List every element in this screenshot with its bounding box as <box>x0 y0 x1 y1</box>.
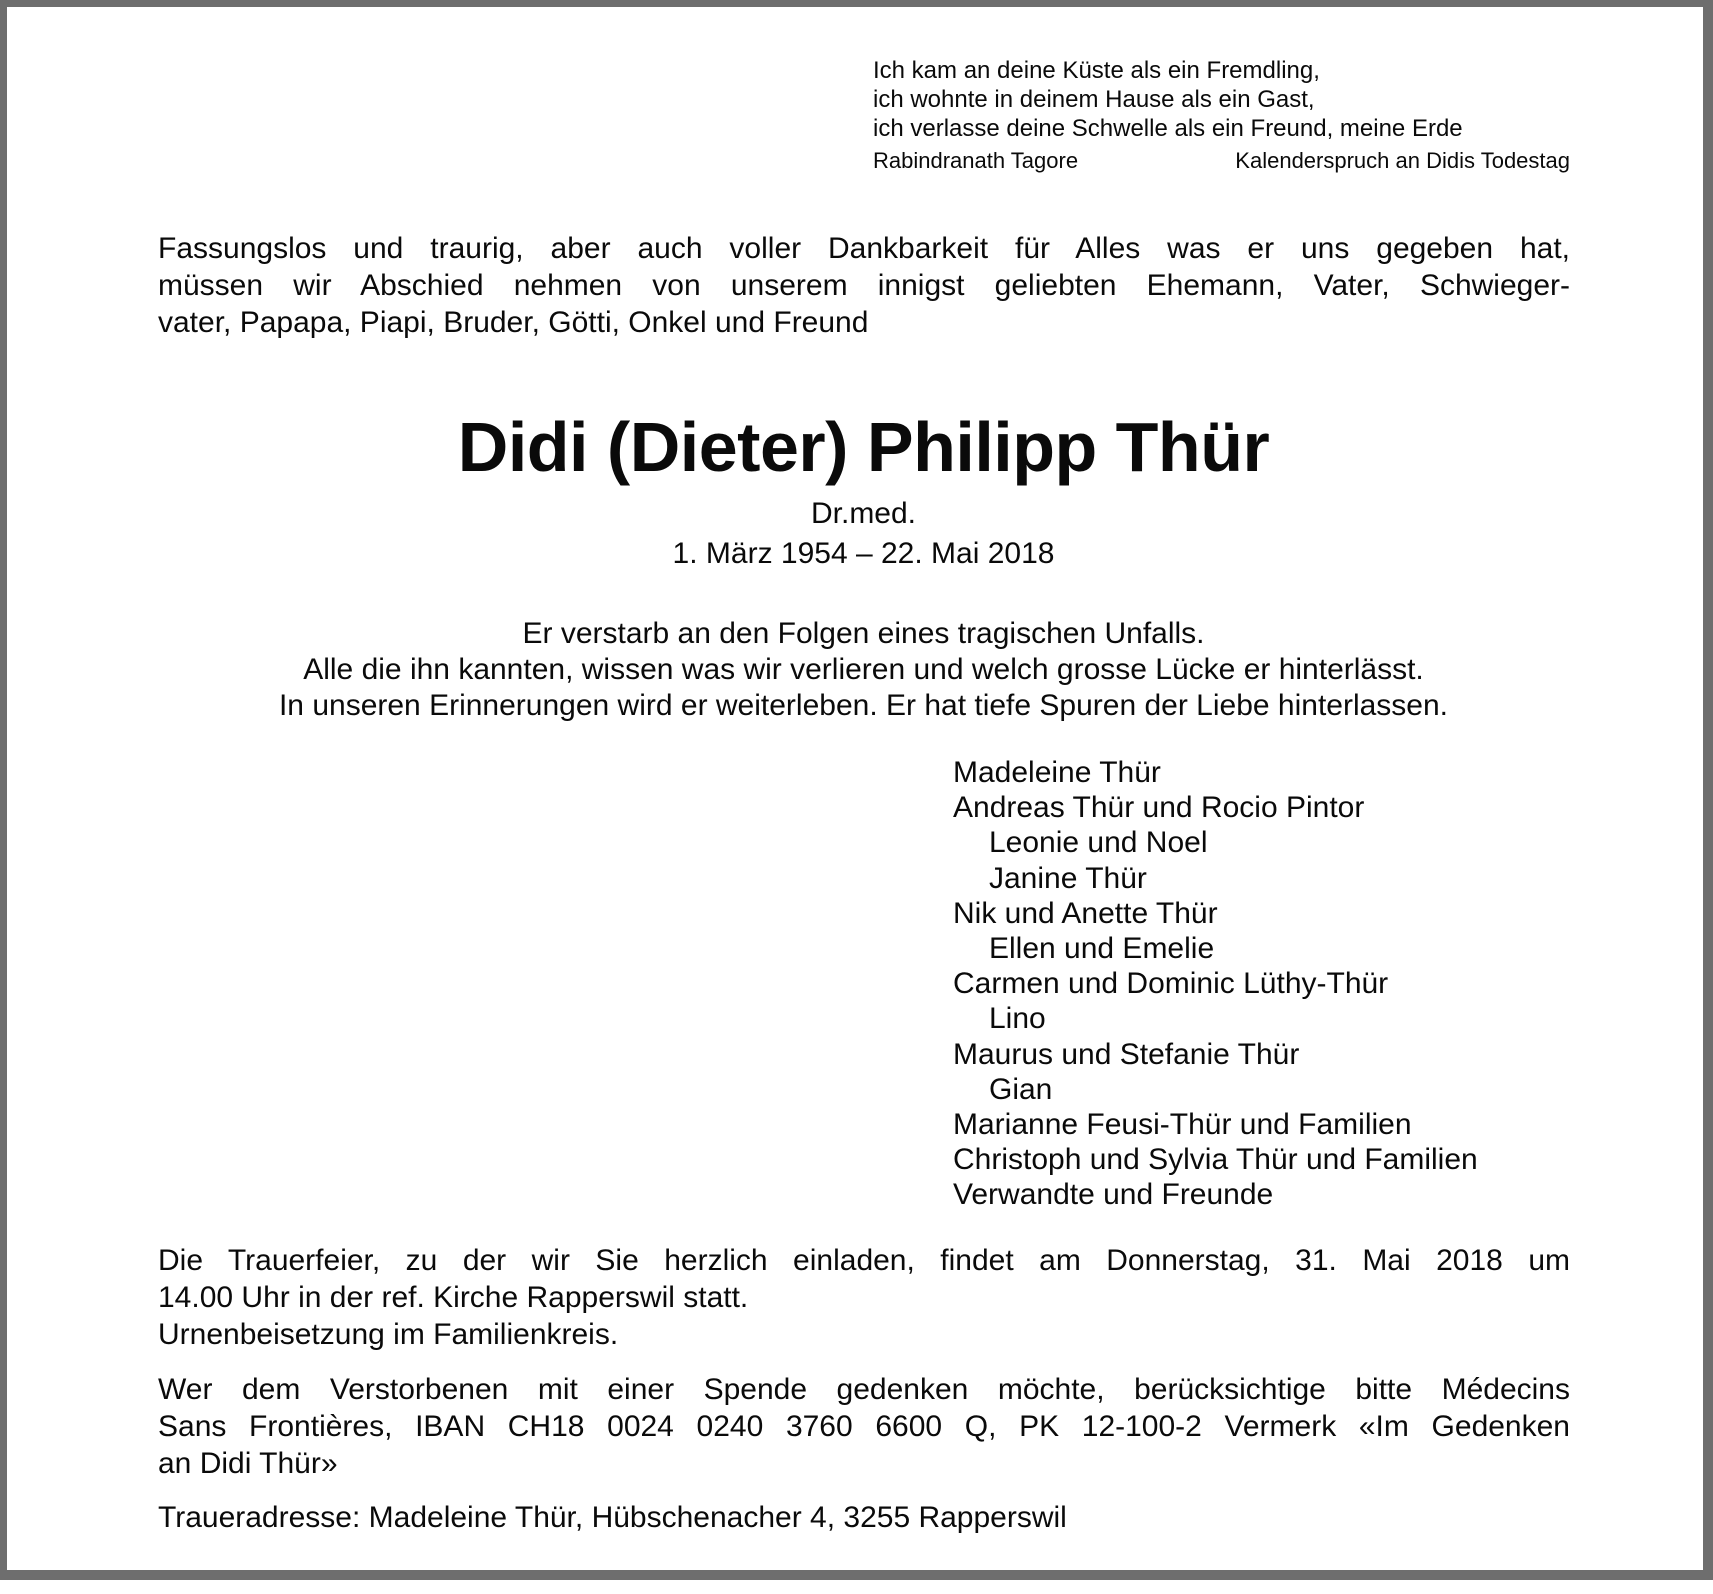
mourner-entry: Madeleine Thür <box>953 756 1161 789</box>
quote-line: ich verlasse deine Schwelle als ein Freund, meine Erde <box>873 115 1463 142</box>
deceased-name: Didi (Dieter) Philipp Thür <box>457 408 1270 486</box>
quote-author: Rabindranath Tagore <box>873 148 1079 173</box>
intro-line: Fassungslos und traurig, aber auch voller Dankbarkeit für Alles was er uns gegeben hat, <box>158 232 1570 265</box>
mourners-list <box>953 755 1593 1213</box>
ceremony-line: Die Trauerfeier, zu der wir Sie herzlich einladen, findet am Donnerstag, 31. Mai 2018 um <box>158 1244 1570 1277</box>
mourner-entry: Carmen und Dominic Lüthy-Thür <box>953 967 1389 1001</box>
mourner-entry: Ellen und Emelie <box>989 932 1215 966</box>
deceased-dates: 1. März 1954 – 22. Mai 2018 <box>672 537 1055 570</box>
mourner-entry: Christoph und Sylvia Thür und Familien <box>953 1143 1478 1177</box>
ceremony-line: 14.00 Uhr in der ref. Kirche Rapperswil statt. <box>158 1281 749 1314</box>
quote-attribution <box>873 147 1570 175</box>
donation-line: Wer dem Verstorbenen mit einer Spende gedenken möchte, berücksichtige bitte Médecins <box>158 1373 1570 1406</box>
message-line: Alle die ihn kannten, wissen was wir verlieren und welch grosse Lücke er hinterlässt. <box>303 653 1424 686</box>
ceremony-paragraph <box>158 1242 1570 1353</box>
message-line: Er verstarb an den Folgen eines tragischen Unfalls. <box>522 617 1205 650</box>
intro-line: vater, Papapa, Piapi, Bruder, Götti, Onkel und Freund <box>158 306 869 339</box>
mourner-entry: Nik und Anette Thür <box>953 896 1218 930</box>
mourner-entry: Leonie und Noel <box>989 826 1208 860</box>
message-line: In unseren Erinnerungen wird er weiterleben. Er hat tiefe Spuren der Liebe hinterlassen. <box>278 689 1449 722</box>
quote-block <box>873 56 1573 143</box>
mourner-entry: Andreas Thür und Rocio Pintor <box>953 791 1365 825</box>
address-line: Traueradresse: Madeleine Thür, Hübschenacher 4, 3255 Rapperswil <box>158 1501 1067 1534</box>
quote-line: Ich kam an deine Küste als ein Fremdling, <box>873 57 1320 84</box>
mourner-entry: Verwandte und Freunde <box>953 1178 1274 1212</box>
intro-paragraph <box>158 230 1570 341</box>
quote-line: ich wohnte in deinem Hause als ein Gast, <box>873 86 1315 113</box>
donation-line: an Didi Thür» <box>158 1447 338 1480</box>
mourner-entry: Lino <box>989 1002 1046 1036</box>
donation-paragraph <box>158 1371 1570 1482</box>
intro-line: müssen wir Abschied nehmen von unserem innigst geliebten Ehemann, Vater, Schwieger- <box>158 269 1570 302</box>
ceremony-line: Urnenbeisetzung im Familienkreis. <box>158 1318 619 1351</box>
mourner-entry: Maurus und Stefanie Thür <box>953 1037 1300 1071</box>
mourner-entry: Janine Thür <box>989 861 1147 895</box>
quote-note: Kalenderspruch an Didis Todestag <box>1235 148 1570 173</box>
mourner-entry: Marianne Feusi-Thür und Familien <box>953 1108 1412 1142</box>
mourner-entry: Gian <box>989 1072 1053 1106</box>
memorial-message <box>7 616 1713 724</box>
deceased-title: Dr.med. <box>810 497 917 530</box>
mourning-address <box>158 1499 1570 1536</box>
donation-line: Sans Frontières, IBAN CH18 0024 0240 3760 6600 Q, PK 12-100-2 Vermerk «Im Gedenken <box>158 1410 1570 1443</box>
